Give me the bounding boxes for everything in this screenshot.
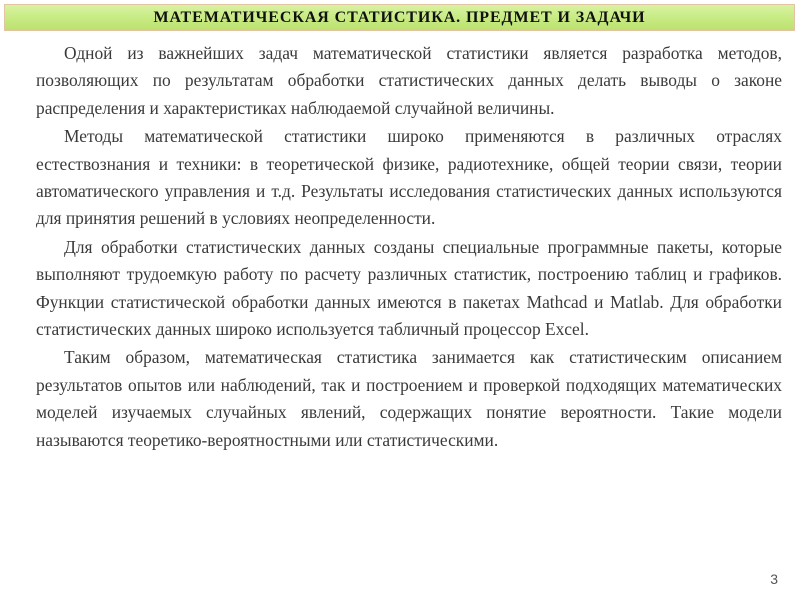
slide-title-bar (4, 4, 795, 31)
paragraph-3: Для обработки статистических данных созданы специальные программные пакеты, которые выполняют трудоемкую работу по расчету различных статистик, построению таблиц и графиков. Функции статистической обработки данных имеются в пакетах Mathcad и Matlab. Для обработки статистических данных широко используется табличный процессор Excel. (36, 236, 782, 340)
page-number: 3 (770, 571, 778, 587)
paragraph-4: Таким образом, математическая статистика занимается как статистическим описанием результатов опытов или наблюдений, так и построением и проверкой подходящих математических моделей изучаемых случайных явлений, содержащих понятие вероятности. Такие модели называются теоретико-вероятностными или статистическими. (36, 347, 782, 450)
paragraph-1: Одной из важнейших задач математической статистики является разработка методов, позволяющих по результатам обработки статистических данных делать выводы о законе распределения и характеристиках наблюдаемой случайной величины. (36, 43, 782, 118)
slide-body (36, 40, 782, 454)
slide-title: МАТЕМАТИЧЕСКАЯ СТАТИСТИКА. ПРЕДМЕТ И ЗАДАЧИ (153, 8, 646, 26)
paragraph-2: Методы математической статистики широко применяются в различных отраслях естествознания и техники: в теоретической физике, радиотехнике, общей теории связи, теории автоматического управления и т.д. Результаты исследования статистических данных используются для принятия решений в условиях неопределенности. (36, 126, 782, 229)
